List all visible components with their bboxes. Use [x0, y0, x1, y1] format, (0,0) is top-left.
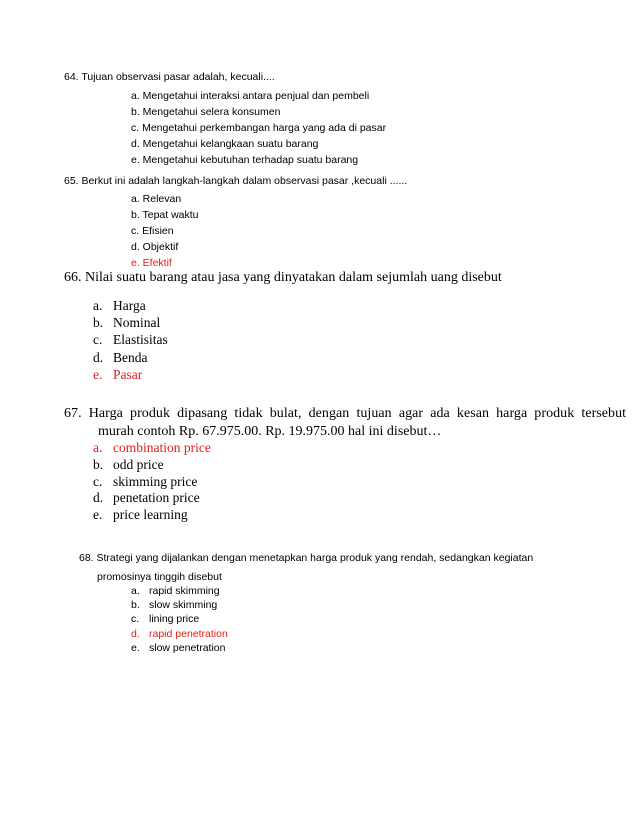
question-64-option-d: d. Mengetahui kelangkaan suatu barang [131, 138, 319, 150]
option-marker: a. [131, 585, 140, 597]
question-66-stem: 66. Nilai suatu barang atau jasa yang dinyatakan dalam sejumlah uang disebut [64, 270, 502, 285]
option-text: skimming price [113, 473, 198, 489]
question-67-option-c [93, 474, 211, 491]
question-64-option-c: c. Mengetahui perkembangan harga yang ada di pasar [131, 122, 387, 134]
question-66-option-a [93, 297, 168, 314]
question-64-option-e: e. Mengetahui kebutuhan terhadap suatu barang [131, 154, 359, 166]
question-68-stem-line-2: promosinya tinggih disebut [97, 571, 222, 583]
question-68-option-b [131, 598, 228, 612]
question-65-options [131, 191, 199, 271]
question-67-stem-line-1: 67. Harga produk dipasang tidak bulat, dengan tujuan agar ada kesan harga produk tersebut [64, 406, 627, 421]
option-text: Pasar [113, 366, 143, 382]
question-66-option-c [93, 331, 168, 348]
option-marker: c. [93, 332, 103, 348]
option-marker: e. [131, 641, 140, 654]
question-68-option-a [131, 584, 228, 598]
question-65-option-a: a. Relevan [131, 193, 182, 205]
option-marker: e. [93, 366, 103, 382]
question-65-option-d: d. Objektif [131, 241, 179, 253]
question-67-option-e [93, 507, 211, 524]
option-text: price learning [113, 507, 188, 523]
option-marker: b. [93, 315, 104, 331]
question-65-option-c: c. Efisien [131, 225, 174, 237]
question-68-options [131, 584, 228, 655]
option-marker: d. [131, 627, 140, 640]
question-68-option-e [131, 641, 228, 655]
question-65-option-e-answer: e. Efektif [131, 257, 172, 269]
option-marker: a. [93, 298, 103, 313]
question-66-option-d [93, 349, 168, 366]
question-65-option-b: b. Tepat waktu [131, 209, 199, 221]
option-text: odd price [113, 456, 164, 472]
option-marker: a. [93, 440, 103, 455]
option-text: rapid skimming [149, 585, 220, 597]
question-64-stem: 64. Tujuan observasi pasar adalah, kecuali.... [64, 71, 275, 83]
option-marker: b. [93, 456, 104, 472]
option-text: slow penetration [149, 641, 226, 654]
option-text: lining price [149, 613, 200, 626]
option-marker: b. [131, 599, 140, 612]
option-marker: e. [93, 507, 103, 523]
option-text: penetation price [113, 490, 200, 506]
option-text: Elastisitas [113, 332, 168, 348]
option-text: combination price [113, 440, 211, 455]
question-66-options [93, 297, 168, 383]
option-marker: d. [93, 349, 104, 365]
question-67-option-d [93, 490, 211, 507]
option-text: rapid penetration [149, 627, 228, 640]
question-66-option-e-answer [93, 366, 168, 383]
question-67-option-a-answer [93, 440, 211, 457]
question-66-option-b [93, 314, 168, 331]
option-text: Benda [113, 349, 148, 365]
question-68-option-c [131, 612, 228, 626]
option-text: slow skimming [149, 599, 218, 612]
question-64-option-b: b. Mengetahui selera konsumen [131, 106, 281, 118]
option-marker: c. [131, 613, 140, 626]
question-68-stem-line-1: 68. Strategi yang dijalankan dengan menetapkan harga produk yang rendah, sedangkan kegiatan [79, 552, 534, 564]
question-64-options [131, 88, 386, 168]
option-text: Nominal [113, 315, 161, 331]
question-67-options [93, 440, 211, 524]
question-65-stem: 65. Berkut ini adalah langkah-langkah dalam observasi pasar ,kecuali ...... [64, 175, 408, 187]
option-marker: d. [93, 490, 104, 506]
question-67-option-b [93, 457, 211, 474]
question-64-option-a: a. Mengetahui interaksi antara penjual dan pembeli [131, 90, 370, 102]
option-marker: c. [93, 473, 103, 489]
question-68-option-d-answer [131, 627, 228, 641]
question-67-stem-line-2: murah contoh Rp. 67.975.00. Rp. 19.975.00 hal ini disebut… [98, 424, 442, 439]
option-text: Harga [113, 298, 146, 313]
